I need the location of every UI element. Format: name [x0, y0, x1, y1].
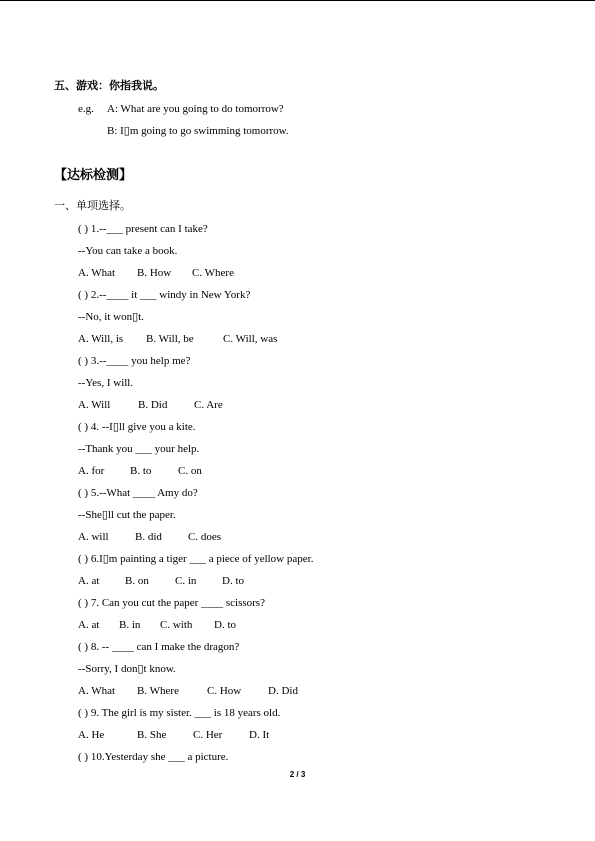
question-2-option-c: C. Will, was — [223, 333, 278, 345]
question-4-option-c: C. on — [178, 465, 202, 477]
question-8-option-d: D. Did — [268, 685, 298, 697]
question-9-option-c: C. Her — [193, 729, 223, 741]
question-6-option-d: D. to — [222, 575, 244, 587]
question-10-stem: ( ) 10.Yesterday she ___ a picture. — [78, 751, 229, 763]
question-6-option-b: B. on — [125, 575, 149, 587]
question-8-option-a: A. What — [78, 685, 116, 697]
question-1-option-c: C. Where — [192, 267, 234, 279]
question-1-option-a: A. What — [78, 267, 116, 279]
question-3-stem: ( ) 3.--____ you help me? — [78, 355, 191, 367]
question-2-stem: ( ) 2.--____ it ___ windy in New York? — [78, 289, 251, 301]
question-6-option-c: C. in — [175, 575, 197, 587]
question-7-option-b: B. in — [119, 619, 141, 631]
question-1-reply: --You can take a book. — [78, 245, 178, 257]
page-number: 2 / 3 — [289, 770, 306, 779]
question-4-option-a: A. for — [78, 465, 105, 477]
question-8-stem: ( ) 8. -- ____ can I make the dragon? — [78, 641, 240, 653]
question-5-reply: --She▯ll cut the paper. — [78, 509, 176, 521]
question-9-option-b: B. She — [137, 729, 167, 741]
question-2-reply: --No, it won▯t. — [78, 311, 144, 323]
example-label: e.g. — [78, 103, 94, 115]
question-7-option-d: D. to — [214, 619, 236, 631]
question-3-option-a: A. Will — [78, 399, 111, 411]
question-2-option-b: B. Will, be — [146, 333, 194, 345]
question-4-stem: ( ) 4. --I▯ll give you a kite. — [78, 421, 196, 433]
question-1-stem: ( ) 1.--___ present can I take? — [78, 223, 208, 235]
question-7-option-a: A. at — [78, 619, 100, 631]
example-line-a: A: What are you going to do tomorrow? — [107, 103, 284, 115]
example-line-b: B: I▯m going to go swimming tomorrow. — [107, 125, 289, 137]
top-border-rule — [0, 0, 595, 1]
question-1-option-b: B. How — [137, 267, 172, 279]
section-5-heading: 五、游戏：你指我说。 — [54, 79, 164, 92]
question-9-option-a: A. He — [78, 729, 105, 741]
question-4-reply: --Thank you ___ your help. — [78, 443, 200, 455]
part-1-heading: 一、单项选择。 — [54, 199, 131, 212]
question-5-option-c: C. does — [188, 531, 221, 543]
question-3-reply: --Yes, I will. — [78, 377, 134, 389]
question-6-option-a: A. at — [78, 575, 100, 587]
question-5-stem: ( ) 5.--What ____ Amy do? — [78, 487, 198, 499]
question-3-option-c: C. Are — [194, 399, 223, 411]
question-6-stem: ( ) 6.I▯m painting a tiger ___ a piece of yellow paper. — [78, 553, 314, 565]
question-9-stem: ( ) 9. The girl is my sister. ___ is 18 years old. — [78, 707, 281, 719]
question-8-option-b: B. Where — [137, 685, 179, 697]
question-5-option-a: A. will — [78, 531, 109, 543]
standards-title: 【达标检测】 — [54, 168, 133, 183]
question-4-option-b: B. to — [130, 465, 152, 477]
question-3-option-b: B. Did — [138, 399, 168, 411]
question-9-option-d: D. It — [249, 729, 270, 741]
question-8-option-c: C. How — [207, 685, 242, 697]
question-7-option-c: C. with — [160, 619, 193, 631]
question-7-stem: ( ) 7. Can you cut the paper ____ scissors? — [78, 597, 265, 609]
question-5-option-b: B. did — [135, 531, 162, 543]
question-8-reply: --Sorry, I don▯t know. — [78, 663, 176, 675]
question-2-option-a: A. Will, is — [78, 333, 124, 345]
